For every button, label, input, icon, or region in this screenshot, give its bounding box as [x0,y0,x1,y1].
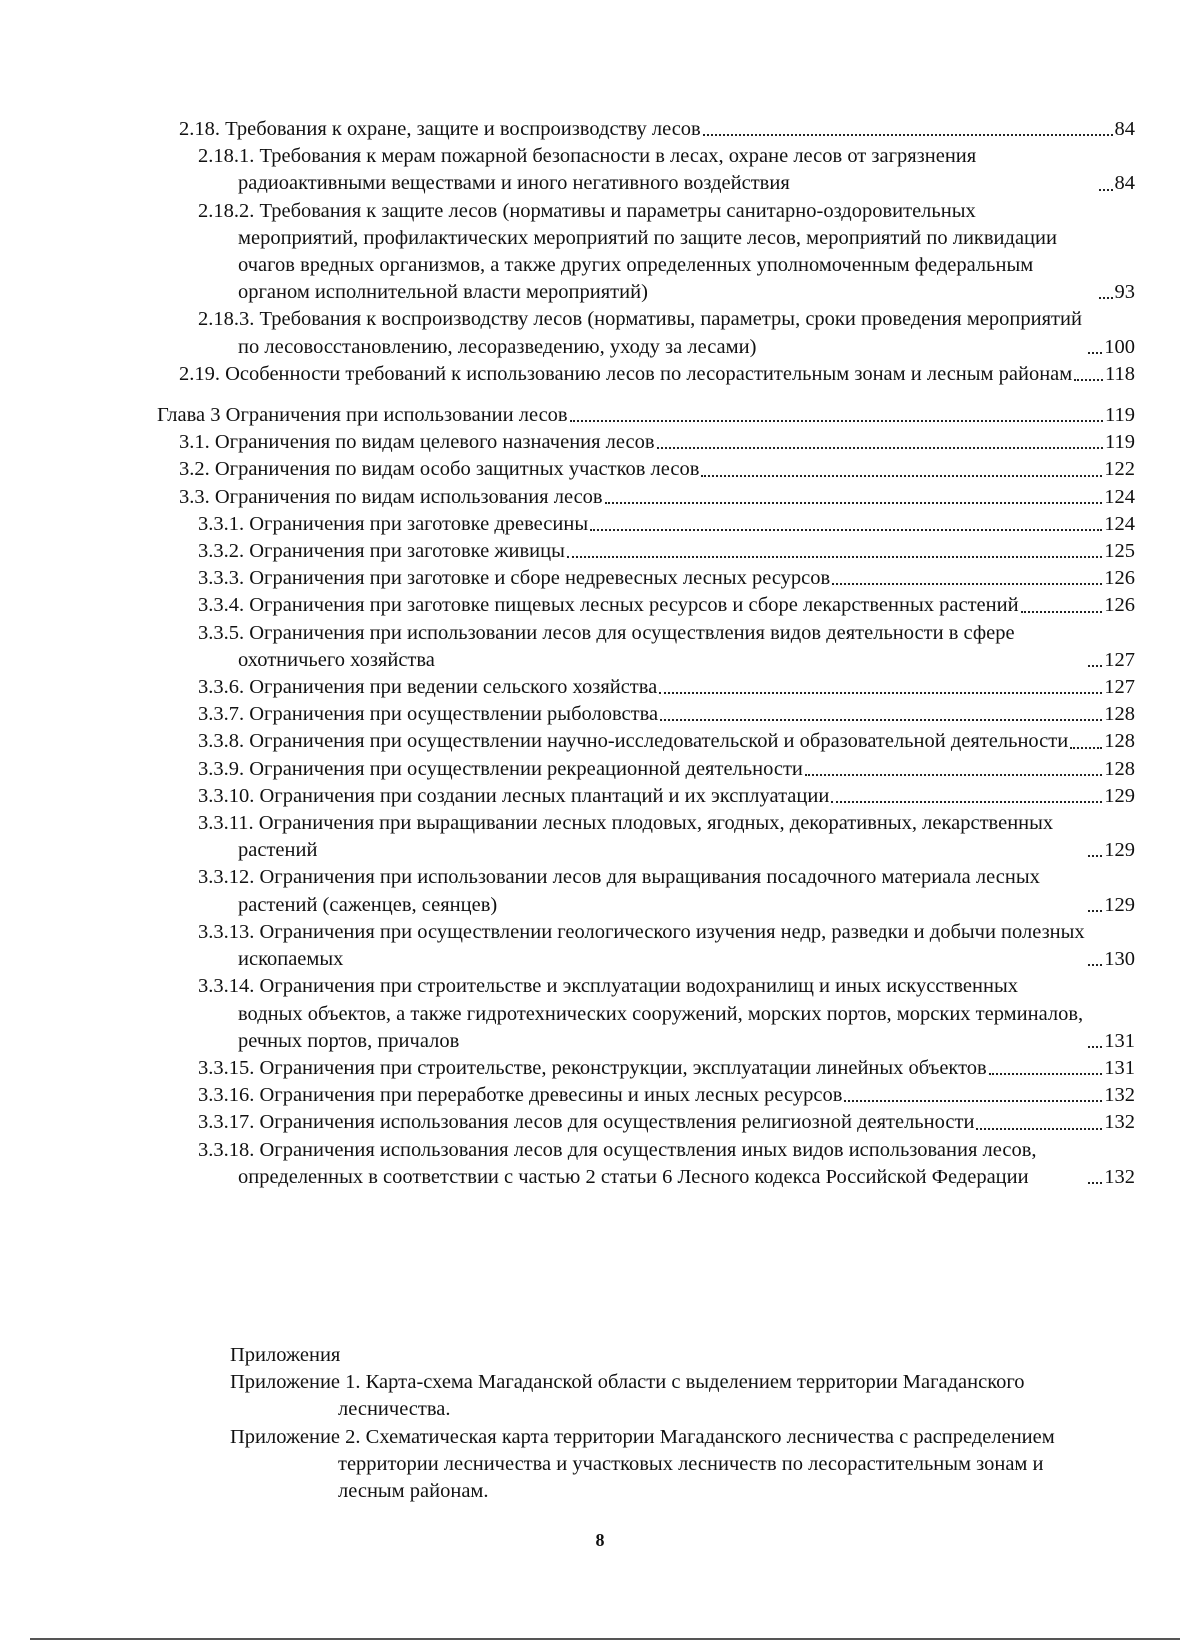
toc-page-number: 127 [1104,676,1135,699]
toc-entry[interactable] [157,361,1135,388]
toc-entry-title: 2.19. Особенности требований к использованию лесов по лесорастительным зонам и лесным районам [179,362,1073,385]
toc-entry-title: 3.3.8. Ограничения при осуществлении научно-исследовательской и образовательной деятельности [198,730,1069,753]
toc-entry-title: 3.3.4. Ограничения при заготовке пищевых лесных ресурсов и сборе лекарственных растений [198,594,1019,617]
toc-page-number: 93 [1114,281,1135,304]
scan-edge-divider [30,1638,1180,1640]
appendix-item-1: Приложение 1. Карта-схема Магаданской области с выделением территории Магаданского лесничества. [230,1371,1025,1421]
dot-leader [703,133,1113,136]
toc-page-number: 124 [1104,512,1135,535]
dot-leader [1088,963,1102,966]
dot-leader [657,446,1103,449]
toc-entry-title: 3.3.16. Ограничения при переработке древесины и иных лесных ресурсов [198,1084,843,1107]
dot-leader [989,1072,1103,1075]
toc-page-number: 100 [1104,335,1135,358]
toc-entry-title: 3.3.12. Ограничения при использовании лесов для выращивания посадочного материала лесных растений (саженцев, сеянцев) [198,866,1040,916]
toc-page-number: 126 [1104,567,1135,590]
toc-entry-title: 3.3. Ограничения по видам использования лесов [179,485,603,508]
toc-page-number: 126 [1104,594,1135,617]
toc-entry[interactable] [157,973,1135,1055]
dot-leader [701,474,1102,477]
toc-entry-title: 3.3.6. Ограничения при ведении сельского хозяйства [198,676,658,699]
toc-page-number: 119 [1105,404,1135,427]
toc-entry[interactable] [157,143,1135,197]
page-number: 8 [595,1530,605,1550]
toc-entry-title: 2.18.3. Требования к воспроизводству лесов (нормативы, параметры, сроки проведения мероприятий по лесовосстановлению, лесоразведению, уходу за лесами) [198,308,1082,358]
toc-page-number: 118 [1105,362,1135,385]
toc-entry-title: 3.3.1. Ограничения при заготовке древесины [198,512,589,535]
toc-entry-title: 3.1. Ограничения по видам целевого назначения лесов [179,431,655,454]
dot-leader [659,691,1102,694]
toc-entry[interactable] [157,1137,1135,1191]
dot-leader [832,582,1102,585]
dot-leader [1088,1045,1102,1048]
toc-entry[interactable] [157,511,1135,538]
appendices-heading: Приложения [230,1344,341,1366]
toc-entry[interactable] [157,919,1135,973]
toc-page-number: 122 [1104,458,1135,481]
toc-page-number: 124 [1104,485,1135,508]
toc-entry[interactable] [157,456,1135,483]
dot-leader [1088,664,1102,667]
toc-entry[interactable] [157,116,1135,143]
dot-leader [1070,746,1102,749]
toc-page-number: 132 [1104,1165,1135,1188]
toc-entry[interactable] [157,429,1135,456]
toc-page-number: 119 [1105,431,1135,454]
toc-entry-title: 2.18. Требования к охране, защите и воспроизводству лесов [179,118,701,140]
appendix-item-2: Приложение 2. Схематическая карта территории Магаданского лесничества с распределением территории лесничества и участковых лесничеств по лесорастительным зонам и лесным районам. [230,1425,1055,1503]
toc-entry-title: 3.3.3. Ограничения при заготовке и сборе недревесных лесных ресурсов [198,567,831,590]
dot-leader [1088,351,1102,354]
toc-entry-title: 3.2. Ограничения по видам особо защитных участков лесов [179,458,700,481]
toc-page-number: 128 [1104,703,1135,726]
toc-page-number: 131 [1104,1029,1135,1052]
toc-entry-title: 3.3.17. Ограничения использования лесов для осуществления религиозной деятельности [198,1111,975,1134]
toc-entry[interactable] [157,592,1135,619]
toc-entry[interactable] [157,402,1135,429]
toc-entry-title: 3.3.2. Ограничения при заготовке живицы [198,540,565,563]
toc-page-number: 84 [1114,172,1135,195]
dot-leader [590,528,1102,531]
toc-page-number: 84 [1114,118,1135,140]
toc-entry[interactable] [157,756,1135,783]
dot-leader [1099,188,1113,191]
toc-entry[interactable] [157,198,1135,307]
toc-page-number: 130 [1104,948,1135,971]
toc-entry-title: 3.3.15. Ограничения при строительстве, реконструкции, эксплуатации линейных объектов [198,1056,987,1079]
dot-leader [1088,1181,1102,1184]
dot-leader [570,419,1103,422]
section-gap [157,388,1135,402]
toc-page-number: 129 [1104,784,1135,807]
dot-leader [1099,296,1113,299]
dot-leader [567,555,1102,558]
toc-entry-title: 3.3.13. Ограничения при осуществлении геологического изучения недр, разведки и добычи полезных ископаемых [198,920,1085,971]
appendices-section [230,1342,1090,1505]
toc-entry[interactable] [157,674,1135,701]
toc-entry[interactable] [157,864,1135,918]
toc-entry[interactable] [157,538,1135,565]
dot-leader [1074,378,1103,381]
toc-entry[interactable] [157,1109,1135,1136]
toc-entry-title: 3.3.11. Ограничения при выращивании лесных плодовых, ягодных, декоративных, лекарственных растений [198,812,1054,862]
toc-entry[interactable] [157,701,1135,728]
table-of-contents [157,116,1135,1191]
toc-entry-title: 3.3.9. Ограничения при осуществлении рекреационной деятельности [198,757,803,780]
toc-entry[interactable] [157,1082,1135,1109]
dot-leader [831,800,1102,803]
toc-page-number: 125 [1104,540,1135,563]
toc-entry[interactable] [157,728,1135,755]
toc-entry[interactable] [157,783,1135,810]
toc-entry[interactable] [157,565,1135,592]
toc-entry[interactable] [157,810,1135,864]
dot-leader [805,773,1102,776]
dot-leader [976,1127,1102,1130]
toc-page-number: 131 [1104,1056,1135,1079]
dot-leader [1088,854,1102,857]
toc-entry-title: 2.18.2. Требования к защите лесов (нормативы и параметры санитарно-оздоровительных мероприятий, профилактических мероприятий по защите лесов, мероприятий по ликвидации очагов вредных организмов, а также других определенных уполномоченным федеральным органом исполнительной власти мероприятий) [198,199,1057,304]
toc-entry[interactable] [157,484,1135,511]
dot-leader [660,718,1102,721]
toc-entry-title: 2.18.1. Требования к мерам пожарной безопасности в лесах, охране лесов от загрязнения радиоактивными веществами и иного негативного воздействия [198,145,977,195]
dot-leader [1088,909,1102,912]
toc-entry[interactable] [157,1055,1135,1082]
toc-entry-title: 3.3.14. Ограничения при строительстве и эксплуатации водохранилищ и иных искусственных водных объектов, а также гидротехнических сооружений, морских портов, морских терминалов, речных портов, причалов [198,975,1084,1052]
toc-page-number: 129 [1104,839,1135,862]
toc-page-number: 132 [1104,1111,1135,1134]
toc-page-number: 129 [1104,893,1135,916]
toc-entry-title: 3.3.10. Ограничения при создании лесных плантаций и их эксплуатации [198,784,830,807]
toc-page-number: 132 [1104,1084,1135,1107]
dot-leader [1021,610,1103,613]
toc-entry[interactable] [157,306,1135,360]
toc-page-number: 128 [1104,757,1135,780]
dot-leader [605,501,1103,504]
toc-entry-title: 3.3.7. Ограничения при осуществлении рыболовства [198,703,659,726]
toc-entry[interactable] [157,620,1135,674]
toc-entry-title: 3.3.18. Ограничения использования лесов для осуществления иных видов использования лесов, определенных в соответствии с частью 2 статьи 6 Лесного кодекса Российской Федерации [198,1138,1037,1188]
toc-entry-title: 3.3.5. Ограничения при использовании лесов для осуществления видов деятельности в сфере охотничьего хозяйства [198,621,1015,671]
toc-page-number: 127 [1104,648,1135,671]
toc-page-number: 128 [1104,730,1135,753]
toc-entry-title: Глава 3 Ограничения при использовании лесов [157,404,568,427]
dot-leader [844,1099,1102,1102]
